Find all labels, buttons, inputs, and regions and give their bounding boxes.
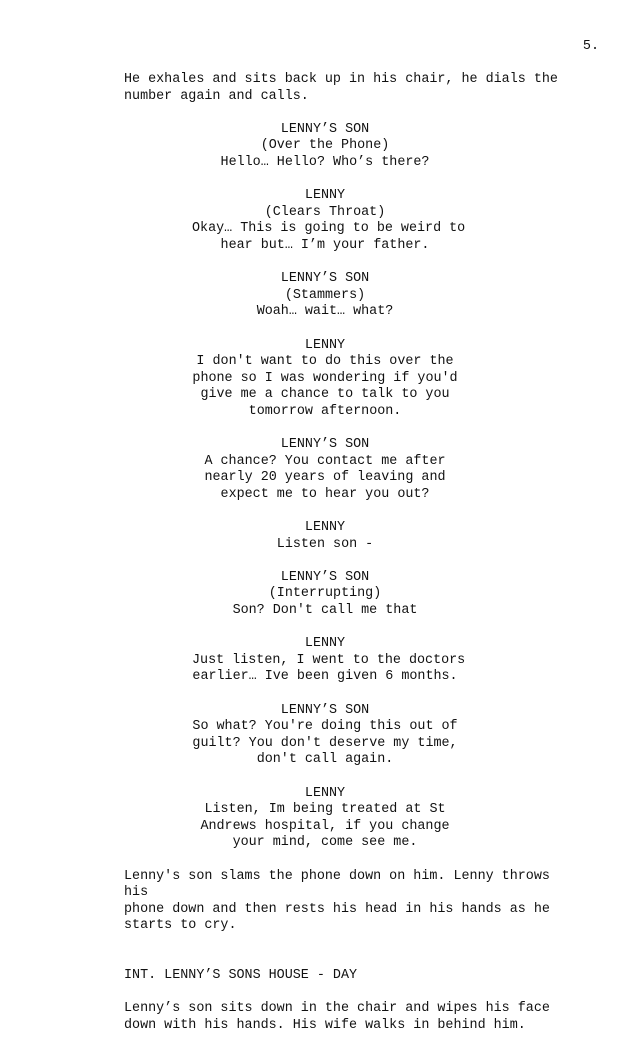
parenthetical: (Stammers)	[284, 287, 366, 303]
dialogue-line: hear but… I’m your father.	[220, 237, 430, 253]
character-name: LENNY’S SON	[280, 702, 370, 718]
character-name: LENNY’S SON	[280, 569, 370, 585]
character-name: LENNY’S SON	[280, 271, 370, 287]
screenplay-body	[124, 72, 574, 1051]
dialogue-block	[192, 437, 458, 503]
dialogue-line: nearly 20 years of leaving and	[204, 470, 446, 486]
parenthetical: (Over the Phone)	[260, 138, 390, 154]
page-number: 5.	[582, 39, 599, 54]
dialogue-line: don't call again.	[256, 752, 394, 768]
dialogue-line: Listen son -	[276, 536, 374, 552]
dialogue-line: give me a chance to talk to you	[200, 387, 450, 403]
dialogue-block	[192, 520, 458, 553]
character-name: LENNY	[304, 520, 346, 536]
dialogue-line: Andrews hospital, if you change	[200, 818, 450, 834]
character-name: LENNY	[304, 188, 346, 204]
character-name: LENNY’S SON	[280, 121, 370, 137]
dialogue-line: Hello… Hello? Who’s there?	[220, 154, 430, 170]
dialogue-line: your mind, come see me.	[232, 835, 418, 851]
dialogue-line: Listen, Im being treated at St	[204, 802, 446, 818]
dialogue-line: Woah… wait… what?	[256, 304, 394, 320]
dialogue-block	[192, 271, 458, 321]
scene-heading: INT. LENNY’S SONS HOUSE - DAY	[124, 967, 358, 983]
dialogue-block	[192, 570, 458, 620]
dialogue-line: earlier… Ive been given 6 months.	[192, 669, 458, 685]
dialogue-line: guilt? You don't deserve my time,	[192, 735, 458, 751]
dialogue-block	[192, 786, 458, 852]
dialogue-block	[192, 703, 458, 769]
dialogue-line: Just listen, I went to the doctors	[192, 652, 466, 668]
dialogue-block	[192, 122, 458, 172]
parenthetical: (Interrupting)	[268, 586, 382, 602]
dialogue-line: phone so I was wondering if you'd	[192, 370, 458, 386]
action-opening: He exhales and sits back up in his chair, he dials the number again and calls.	[124, 72, 558, 104]
dialogue-line: Son? Don't call me that	[232, 603, 418, 618]
character-name: LENNY’S SON	[280, 437, 370, 453]
dialogue-line: So what? You're doing this out of	[192, 719, 458, 735]
dialogue-line: A chance? You contact me after	[204, 453, 446, 469]
character-name: LENNY	[304, 636, 346, 652]
dialogue-line: I don't want to do this over the	[196, 354, 454, 370]
dialogue-block	[192, 188, 466, 254]
action-closing: Lenny's son slams the phone down on him. Lenny throws his phone down and then rests his head in his hands as he starts to cry.	[124, 868, 550, 934]
character-name: LENNY	[304, 337, 346, 353]
parenthetical: (Clears Throat)	[264, 204, 386, 220]
action-scene: Lenny’s son sits down in the chair and wipes his face down with his hands. His wife walks in behind him.	[124, 1001, 550, 1033]
dialogue-line: Okay… This is going to be weird to	[192, 221, 466, 237]
dialogue-line: tomorrow afternoon.	[248, 403, 402, 419]
character-name: LENNY	[304, 785, 346, 801]
dialogue-line: expect me to hear you out?	[220, 486, 430, 502]
dialogue-block	[192, 338, 458, 421]
dialogue-block	[192, 636, 466, 686]
